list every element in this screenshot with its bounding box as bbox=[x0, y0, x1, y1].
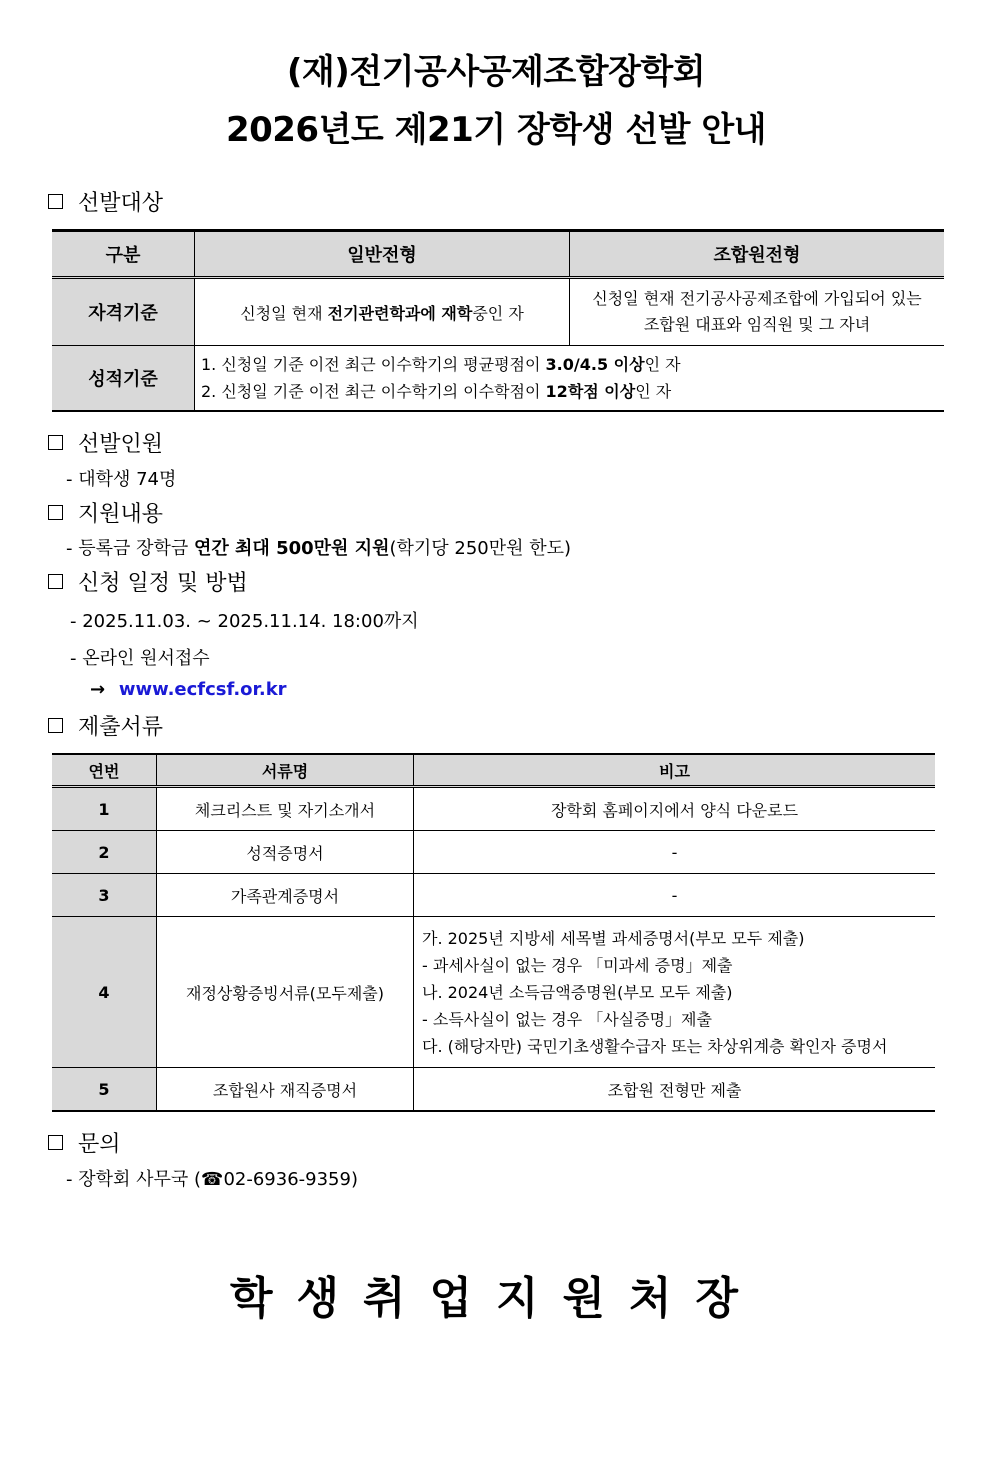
general-criteria: 신청일 현재 전기관련학과에 재학중인 자 bbox=[195, 278, 570, 346]
section-count-label: 선발인원 bbox=[78, 432, 164, 457]
checkbox-square-icon bbox=[48, 574, 63, 589]
member-criteria: 신청일 현재 전기공사공제조합에 가입되어 있는 조합원 대표와 임직원 및 그 자녀 bbox=[570, 278, 945, 346]
header-cell: 서류명 bbox=[157, 754, 414, 787]
doc-name: 조합원사 재직증명서 bbox=[157, 1068, 414, 1112]
section-docs-label: 제출서류 bbox=[78, 715, 164, 740]
row-number: 3 bbox=[52, 874, 157, 917]
contact-phone: 02-6936-9359) bbox=[223, 1169, 358, 1190]
checkbox-square-icon bbox=[48, 718, 63, 733]
schedule-dates: - 2025.11.03. ~ 2025.11.14. 18:00까지 bbox=[70, 611, 419, 632]
doc-note: - bbox=[414, 831, 936, 874]
checkbox-square-icon bbox=[48, 1135, 63, 1150]
doc-note bbox=[414, 917, 936, 1068]
row-number: 5 bbox=[52, 1068, 157, 1112]
schedule-link-line bbox=[90, 679, 287, 700]
page-title: (재)전기공사공제조합장학회 bbox=[286, 52, 706, 92]
section-contact-label: 문의 bbox=[78, 1132, 121, 1157]
row-label: 자격기준 bbox=[52, 278, 195, 346]
checkbox-square-icon bbox=[48, 505, 63, 520]
note-line: 가. 2025년 지방세 세목별 과세증명서(부모 모두 제출) bbox=[422, 928, 805, 948]
doc-name: 가족관계증명서 bbox=[157, 874, 414, 917]
count-line: - 대학생 74명 bbox=[66, 469, 177, 490]
website-link[interactable]: www.ecfcsf.or.kr bbox=[118, 679, 287, 700]
checkbox-square-icon bbox=[48, 435, 63, 450]
row-label: 성적기준 bbox=[52, 346, 195, 412]
section-docs bbox=[48, 710, 163, 741]
table-row bbox=[52, 917, 935, 1068]
doc-name: 성적증명서 bbox=[157, 831, 414, 874]
doc-name: 체크리스트 및 자기소개서 bbox=[157, 787, 414, 831]
row-number: 4 bbox=[52, 917, 157, 1068]
contact-line: - 장학회 사무국 (☎02-6936-9359) bbox=[66, 1169, 358, 1190]
phone-icon: ☎ bbox=[201, 1169, 224, 1190]
section-contact bbox=[48, 1127, 121, 1158]
grade-criteria: 1. 신청일 기준 이전 최근 이수학기의 평균평점이 3.0/4.5 이상인 자 2. 신청일 기준 이전 최근 이수학기의 이수학점이 12학점 이상인 자 bbox=[195, 346, 945, 412]
schedule-method: - 온라인 원서접수 bbox=[70, 648, 210, 669]
table-row bbox=[52, 874, 935, 917]
table-row bbox=[52, 346, 944, 412]
section-count bbox=[48, 427, 163, 458]
doc-note: 조합원 전형만 제출 bbox=[414, 1068, 936, 1112]
page-subtitle: 2026년도 제21기 장학생 선발 안내 bbox=[225, 110, 767, 150]
eligibility-table bbox=[52, 229, 944, 412]
doc-note: 장학회 홈페이지에서 양식 다운로드 bbox=[414, 787, 936, 831]
header-cell: 일반전형 bbox=[195, 231, 570, 278]
doc-note: - bbox=[414, 874, 936, 917]
table-row bbox=[52, 787, 935, 831]
row-number: 2 bbox=[52, 831, 157, 874]
support-line: - 등록금 장학금 연간 최대 500만원 지원(학기당 250만원 한도) bbox=[66, 538, 572, 559]
arrow-right-icon: → bbox=[90, 679, 106, 700]
header-cell: 비고 bbox=[414, 754, 936, 787]
table-row bbox=[52, 1068, 935, 1112]
checkbox-square-icon bbox=[48, 194, 63, 209]
doc-name: 재정상황증빙서류(모두제출) bbox=[157, 917, 414, 1068]
section-target-label: 선발대상 bbox=[78, 191, 164, 216]
note-line: 나. 2024년 소득금액증명원(부모 모두 제출) bbox=[422, 982, 733, 1002]
section-schedule-label: 신청 일정 및 방법 bbox=[78, 571, 248, 596]
row-number: 1 bbox=[52, 787, 157, 831]
header-cell: 조합원전형 bbox=[570, 231, 945, 278]
section-support bbox=[48, 497, 163, 528]
note-line: - 소득사실이 없는 경우 「사실증명」제출 bbox=[422, 1009, 712, 1029]
issuer-signature: 학생취업지원처장 bbox=[229, 1273, 763, 1324]
section-target bbox=[48, 186, 163, 217]
table-header-row bbox=[52, 754, 935, 787]
section-support-label: 지원내용 bbox=[78, 502, 164, 527]
section-schedule bbox=[48, 566, 248, 597]
table-header-row bbox=[52, 231, 944, 278]
table-row bbox=[52, 278, 944, 346]
header-cell: 연번 bbox=[52, 754, 157, 787]
documents-table bbox=[52, 753, 935, 1112]
header-cell: 구분 bbox=[52, 231, 195, 278]
note-line: - 과세사실이 없는 경우 「미과세 증명」제출 bbox=[422, 955, 733, 975]
note-line: 다. (해당자만) 국민기초생활수급자 또는 차상위계층 확인자 증명서 bbox=[422, 1036, 888, 1056]
table-row bbox=[52, 831, 935, 874]
